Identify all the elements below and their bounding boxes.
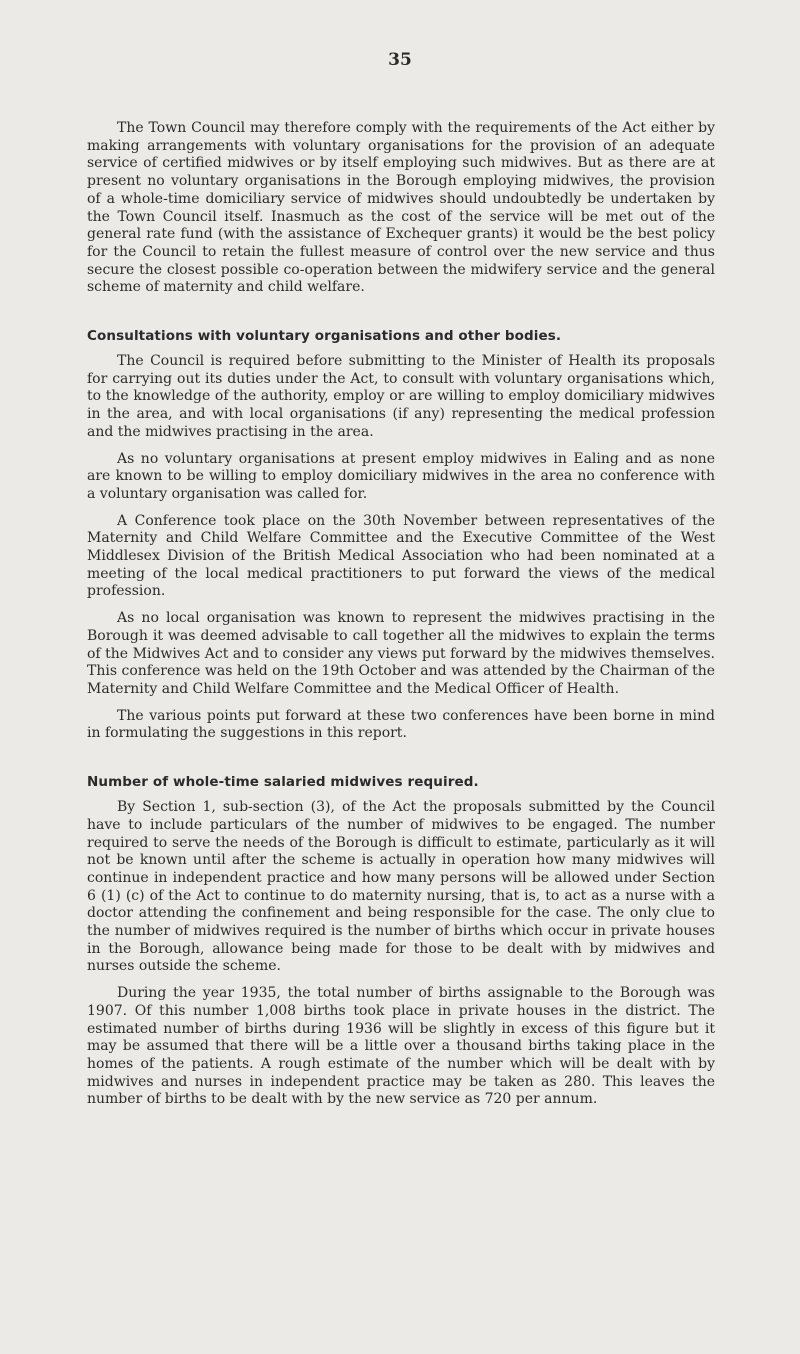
section1-paragraph: A Conference took place on the 30th November between representatives of the Maternity and Child Welfare Committee and the Executive Committee of the West Middlesex Division of the British Medical Association who had been nominated at a meeting of the local medical practitioners to put forward the views of the medical profession. (87, 512, 715, 600)
intro-paragraph: The Town Council may therefore comply with the requirements of the Act either by making arrangements with voluntary organisations for the provision of an adequate service of certified midwives or by itself employing such midwives. But as there are at present no voluntary organisations in the Borough employing midwives, the provision of a whole-time domiciliary service of midwives should undoubtedly be undertaken by the Town Council itself. Inasmuch as the cost of the service will be met out of the general rate fund (with the assistance of Exchequer grants) it would be the best policy for the Council to retain the fullest measure of control over the new service and thus secure the closest possible co-operation between the midwifery service and the general scheme of maternity and child welfare. (87, 120, 715, 296)
section2-paragraph: During the year 1935, the total number of births assignable to the Borough was 1907. Of this number 1,008 births took place in private houses in the district. The estimated number of births during 1936 will be slightly in excess of this figure but it may be assumed that there will be a little over a thousand births taking place in the homes of the patients. A rough estimate of the number which will be dealt with by midwives and nurses in independent practice may be taken as 280. This leaves the number of births to be dealt with by the new service as 720 per annum. (87, 985, 715, 1108)
page-number: 35 (388, 50, 412, 70)
page-content (87, 120, 715, 1109)
section2-paragraph: By Section 1, sub-section (3), of the Act the proposals submitted by the Council have to include particulars of the number of midwives to be engaged. The number required to serve the needs of the Borough is difficult to estimate, particularly as it will not be known until after the scheme is actually in operation how many midwives will continue in independent practice and how many persons will be allowed under Section 6 (1) (c) of the Act to continue to do maternity nursing, that is, to act as a nurse with a doctor attending the confinement and being responsible for the case. The only clue to the number of midwives required is the number of births which occur in private houses in the Borough, allowance being made for those to be dealt with by midwives and nurses outside the scheme. (87, 799, 715, 975)
section1-paragraph: The Council is required before submitting to the Minister of Health its proposals for carrying out its duties under the Act, to consult with voluntary organisations which, to the knowledge of the authority, employ or are willing to employ domiciliary midwives in the area, and with local organisations (if any) representing the medical profession and the midwives practising in the area. (87, 353, 715, 440)
section-heading-consultations: Consultations with voluntary organisations and other bodies. (87, 328, 562, 345)
section-heading-midwives-required: Number of whole-time salaried midwives required. (87, 774, 479, 791)
section1-paragraph: As no voluntary organisations at present employ midwives in Ealing and as none are known to be willing to employ domiciliary midwives in the area no conference with a voluntary organisation was called for. (87, 450, 715, 502)
section1-paragraph: The various points put forward at these two conferences have been borne in mind in formulating the suggestions in this report. (87, 707, 715, 742)
section1-paragraph: As no local organisation was known to represent the midwives practising in the Borough it was deemed advisable to call together all the midwives to explain the terms of the Midwives Act and to consider any views put forward by the midwives themselves. This conference was held on the 19th October and was attended by the Chairman of the Maternity and Child Welfare Committee and the Medical Officer of Health. (87, 610, 715, 697)
